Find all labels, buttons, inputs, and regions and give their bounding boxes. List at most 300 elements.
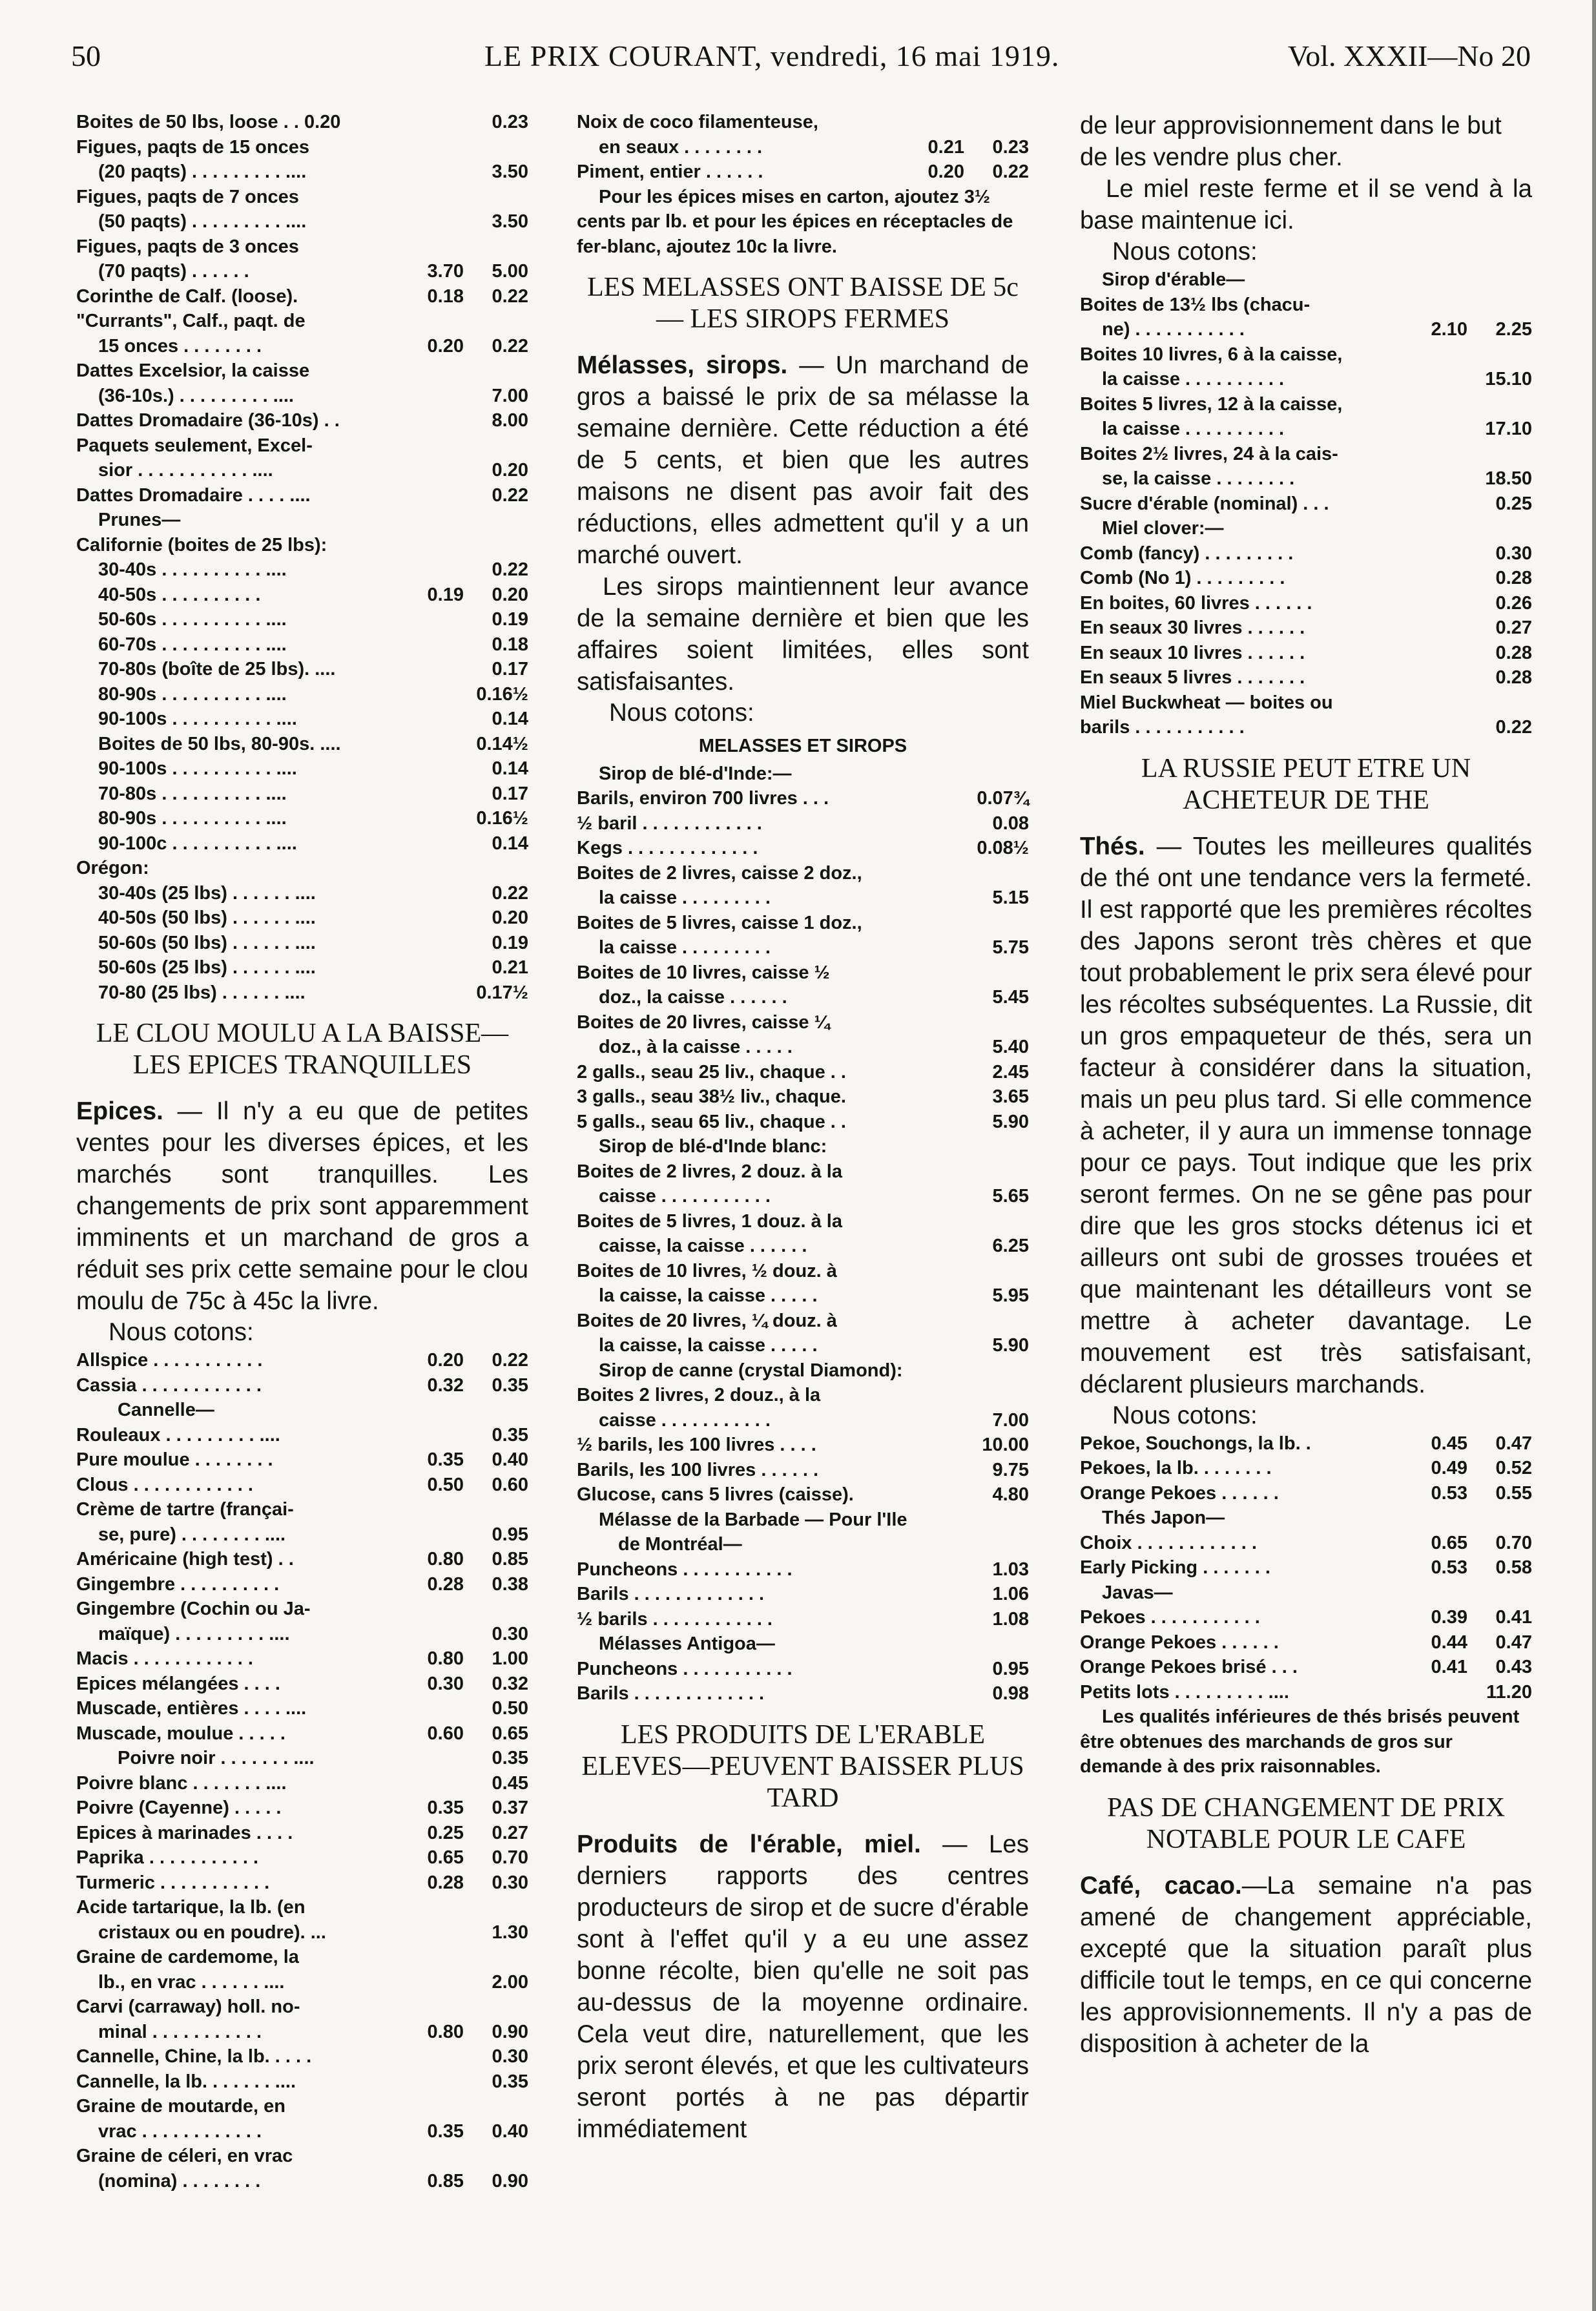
article-text: — Un marchand de gros a baissé le prix de sa mélasse la semaine dernière. Cette réduction a été de 5 cents, et bien que les autres maisons ne disent pas avoir fait des réductions, elles admettent qu'il y a un marché ouvert.	[577, 351, 1029, 569]
price-high: 15.10	[1485, 369, 1532, 389]
price-item-label: 90-100s . . . . . . . . . . ....	[98, 709, 297, 729]
price-row	[76, 1522, 528, 1548]
price-item-label: barils . . . . . . . . . . .	[1080, 717, 1245, 738]
price-high: 0.22	[492, 335, 528, 357]
price-item-label: Cannelle—	[118, 1400, 214, 1420]
price-row	[1080, 665, 1532, 690]
heading-melasses: LES MELASSES ONT BAISSE DE 5c — LES SIROPS FERMES	[587, 273, 1019, 334]
price-high: 0.70	[492, 1847, 528, 1868]
price-high: 5.65	[992, 1186, 1029, 1207]
price-row	[76, 1497, 528, 1522]
price-row	[76, 358, 528, 384]
price-row	[577, 1433, 1029, 1458]
price-high: 2.25	[1495, 319, 1532, 340]
price-list-coco	[577, 110, 1029, 185]
price-high: 0.70	[1495, 1532, 1532, 1553]
page-number: 50	[71, 39, 101, 72]
price-row	[76, 483, 528, 508]
price-row	[76, 1771, 528, 1796]
price-row	[76, 309, 528, 334]
price-item-label: vrac . . . . . . . . . . . .	[98, 2120, 262, 2142]
price-row	[577, 1358, 1029, 1383]
article-lead: Produits de l'érable, miel.	[577, 1830, 921, 1858]
price-low: 0.65	[427, 1847, 464, 1868]
price-high: 18.50	[1485, 468, 1532, 489]
price-row	[577, 836, 1029, 861]
article-lead: Café, cacao.	[1080, 1871, 1242, 1900]
price-row	[1080, 715, 1532, 740]
price-item-label: Orégon:	[76, 858, 149, 878]
price-list-thes	[1080, 1431, 1532, 1705]
price-row	[577, 1010, 1029, 1035]
price-low: 0.32	[427, 1374, 464, 1396]
price-item-label: Epices à marinades . . . .	[76, 1822, 293, 1843]
price-item-label: ½ barils . . . . . . . . . . . .	[577, 1608, 772, 1630]
price-item-label: caisse . . . . . . . . . . .	[599, 1409, 771, 1431]
price-row	[1080, 367, 1532, 392]
price-item-label: Early Picking . . . . . . .	[1080, 1557, 1270, 1578]
price-high: 5.95	[992, 1285, 1029, 1306]
price-list-fruits	[76, 110, 528, 1005]
price-item-label: Muscade, entières . . . . ....	[76, 1698, 307, 1719]
price-low: 0.25	[427, 1822, 464, 1843]
note-thes-brises: Les qualités inférieures de thés brisés peuvent être obtenues des marchands de gros sur demande à des prix raisonnables.	[1080, 1706, 1520, 1777]
price-item-label: Orange Pekoes . . . . . .	[1080, 1482, 1279, 1504]
price-row	[1080, 616, 1532, 641]
price-high: 17.10	[1485, 419, 1532, 439]
price-item-label: Boites de 10 livres, ½ douz. à	[577, 1260, 837, 1281]
price-item-label: 3 galls., seau 38½ liv., chaque.	[577, 1086, 846, 1107]
price-high: 8.00	[492, 410, 528, 431]
price-item-label: Boites 2 livres, 2 douz., à la	[577, 1385, 821, 1405]
price-item-label: caisse, la caisse . . . . . .	[599, 1236, 807, 1256]
price-row	[1080, 1630, 1532, 1655]
price-item-label: 30-40s . . . . . . . . . . ....	[98, 559, 287, 580]
price-high: 0.38	[492, 1573, 528, 1595]
price-low: 0.45	[1431, 1433, 1467, 1454]
price-row	[76, 209, 528, 234]
price-low: 3.70	[427, 261, 464, 282]
price-row	[76, 806, 528, 831]
price-row	[577, 960, 1029, 986]
price-row	[76, 2094, 528, 2119]
price-item-label: Mélasses Antigoa—	[599, 1633, 775, 1654]
price-list-epices	[76, 1348, 528, 2193]
price-row	[76, 1373, 528, 1398]
price-row	[577, 1607, 1029, 1632]
price-item-label: Javas—	[1102, 1582, 1173, 1603]
price-item-label: ne) . . . . . . . . . . .	[1102, 319, 1245, 340]
price-row	[76, 433, 528, 459]
price-row	[1080, 1456, 1532, 1481]
price-high: 0.47	[1495, 1433, 1532, 1454]
price-row	[577, 1309, 1029, 1334]
price-item-label: Corinthe de Calf. (loose).	[76, 285, 298, 307]
price-row	[76, 906, 528, 931]
price-high: 0.55	[1495, 1482, 1532, 1504]
price-high: 0.30	[492, 1872, 528, 1893]
price-item-label: Macis . . . . . . . . . . . .	[76, 1648, 253, 1669]
price-item-label: Puncheons . . . . . . . . . . .	[577, 1658, 793, 1679]
price-item-label: Paquets seulement, Excel-	[76, 435, 313, 456]
price-item-label: doz., à la caisse . . . . .	[599, 1037, 793, 1057]
price-item-label: caisse . . . . . . . . . . .	[599, 1186, 771, 1207]
price-item-label: Cassia . . . . . . . . . . . .	[76, 1374, 262, 1396]
price-item-label: Sirop d'érable—	[1102, 269, 1245, 290]
column-1	[76, 110, 528, 2193]
price-row	[1080, 1481, 1532, 1506]
price-item-label: ½ baril . . . . . . . . . . . .	[577, 813, 762, 834]
price-item-label: Choix . . . . . . . . . . . .	[1080, 1532, 1257, 1553]
heading-russie: LA RUSSIE PEUT ETRE UN ACHETEUR DE THE	[1141, 753, 1471, 815]
price-item-label: la caisse . . . . . . . . .	[599, 937, 771, 958]
column-2	[577, 110, 1029, 2145]
price-row	[577, 1508, 1029, 1533]
price-item-label: Puncheons . . . . . . . . . . .	[577, 1559, 793, 1580]
price-high: 0.43	[1495, 1657, 1532, 1677]
price-low: 0.21	[928, 136, 964, 158]
price-item-label: Graine de moutarde, en	[76, 2096, 285, 2117]
price-item-label: la caisse . . . . . . . . . .	[1102, 419, 1285, 439]
price-high: 0.25	[1495, 493, 1532, 514]
price-item-label: Crème de tartre (françai-	[76, 1499, 294, 1520]
price-row	[577, 935, 1029, 960]
price-row	[577, 1657, 1029, 1682]
price-item-label: se, la caisse . . . . . . . .	[1102, 468, 1295, 489]
price-item-label: Boites de 20 livres, caisse ¼	[577, 1011, 830, 1033]
price-item-label: 60-70s . . . . . . . . . . ....	[98, 634, 287, 655]
price-row	[1080, 566, 1532, 591]
price-item-label: 90-100c . . . . . . . . . . ....	[98, 833, 297, 854]
price-low: 0.49	[1431, 1458, 1467, 1478]
price-item-label: Graine de céleri, en vrac	[76, 2146, 293, 2166]
price-item-label: Boites 10 livres, 6 à la caisse,	[1080, 344, 1343, 365]
price-high: 0.35	[492, 1374, 528, 1396]
price-item-label: Gingembre . . . . . . . . . .	[76, 1573, 280, 1595]
price-high: 0.20	[492, 584, 528, 605]
price-row	[76, 135, 528, 160]
price-row	[1080, 1531, 1532, 1556]
price-row	[1080, 466, 1532, 492]
price-item-label: Boites de 20 livres, ¼ douz. à	[577, 1310, 837, 1331]
price-item-label: Barils . . . . . . . . . . . . .	[577, 1584, 765, 1604]
price-item-label: En seaux 5 livres . . . . . . .	[1080, 667, 1305, 688]
price-high: 0.17	[492, 783, 528, 804]
price-item-label: Carvi (carraway) holl. no-	[76, 1996, 300, 2017]
price-high: 0.23	[492, 112, 528, 132]
price-high: 0.17	[492, 659, 528, 679]
price-item-label: 15 onces . . . . . . . .	[98, 335, 262, 357]
nous-cotons-label: Nous cotons:	[1112, 238, 1258, 265]
price-high: 0.28	[1495, 667, 1532, 688]
price-high: 0.08	[992, 813, 1029, 834]
price-row	[76, 756, 528, 782]
price-low: 0.19	[427, 584, 464, 605]
price-row	[76, 1572, 528, 1597]
price-high: 0.58	[1495, 1557, 1532, 1578]
price-row	[76, 955, 528, 980]
price-high: 0.18	[492, 634, 528, 655]
price-low: 0.53	[1431, 1482, 1467, 1504]
price-item-label: 50-60s (25 lbs) . . . . . . ....	[98, 957, 316, 978]
price-high: 0.45	[492, 1772, 528, 1794]
price-row	[76, 408, 528, 433]
article-text: — Il n'y a eu que de petites ventes pour les diverses épices, et les marchés sont tranquilles. Les changements de prix sont apparemment imminents et un marchand de gros a réduit ses prix cette semaine pour le clou moulu de 75c à 45c la livre.	[76, 1097, 528, 1315]
price-row	[76, 533, 528, 558]
price-low: 0.20	[427, 1350, 464, 1371]
price-row	[76, 458, 528, 483]
column-3	[1080, 110, 1532, 2060]
price-row	[76, 508, 528, 533]
price-item-label: Muscade, moulue . . . . .	[76, 1723, 285, 1744]
price-high: 5.00	[492, 261, 528, 282]
price-item-label: En seaux 30 livres . . . . . .	[1080, 617, 1305, 638]
price-high: 0.40	[492, 2120, 528, 2142]
price-row	[76, 1547, 528, 1572]
price-row	[76, 931, 528, 956]
price-item-label: Figues, paqts de 15 onces	[76, 136, 309, 158]
heading-cafe: PAS DE CHANGEMENT DE PRIX NOTABLE POUR LE CAFE	[1106, 1792, 1506, 1854]
price-high: 0.85	[492, 1549, 528, 1570]
price-row	[76, 607, 528, 632]
price-item-label: Comb (No 1) . . . . . . . . .	[1080, 568, 1285, 588]
price-row	[577, 1060, 1029, 1085]
price-row	[1080, 317, 1532, 342]
price-row	[76, 1398, 528, 1423]
price-item-label: (nomina) . . . . . . . .	[98, 2170, 261, 2192]
price-high: 7.00	[992, 1409, 1029, 1431]
price-row	[76, 1721, 528, 1746]
price-item-label: Paprika . . . . . . . . . . .	[76, 1847, 259, 1868]
price-item-label: Californie (boites de 25 lbs):	[76, 534, 327, 555]
price-item-label: la caisse, la caisse . . . . .	[599, 1335, 818, 1356]
price-item-label: Poivre (Cayenne) . . . . .	[76, 1798, 282, 1818]
price-row	[76, 110, 528, 135]
price-row	[76, 583, 528, 608]
price-row	[577, 861, 1029, 886]
price-item-label: 70-80 (25 lbs) . . . . . . ....	[98, 982, 306, 1003]
article-text: — Les derniers rapports des centres producteurs de sirop et de sucre d'érable sont à l'effet qu'il y a eu une assez bonne récolte, bien qu'elle ne soit pas au-dessus de la moyenne ordinaire. Cela veut dire, naturellement, que les prix seront élevés, et que les cultivateurs seront portés à ne pas départir immédiatement	[577, 1830, 1029, 2143]
price-item-label: Cannelle, Chine, la lb. . . . .	[76, 2046, 312, 2067]
price-item-label: Orange Pekoes brisé . . .	[1080, 1657, 1298, 1677]
price-low: 0.85	[427, 2170, 464, 2192]
article-text: — Toutes les meilleures qualités de thé ont une tendance vers la fermeté. Il est rapporté que les premières récoltes des Japons seront très chères et que tout probablement le prix sera élevé pour les récoltes subséquentes. La Russie, dit un gros empaqueteur de thés, sera un facteur à considérer dans la situation, mais un peu plus tard. Si elle commence à acheter, il y aura un immense tonnage pour ce pays. Tout indique que les prix seront fermes. On ne se gêne pas pour dire que les gros stocks détenus ici et ailleurs ont subi de grosses trouées et que maintenant les détailleurs vont se mettre à acheter davantage. Le mouvement est très satisfaisant, déclarent plusieurs marchands.	[1080, 832, 1532, 1398]
price-low: 0.35	[427, 2120, 464, 2142]
price-item-label: 70-80s (boîte de 25 lbs). ....	[98, 659, 336, 679]
nous-cotons-label: Nous cotons:	[1112, 1401, 1258, 1429]
price-high: 0.35	[492, 1748, 528, 1768]
price-high: 0.95	[492, 1524, 528, 1545]
price-row	[577, 1383, 1029, 1408]
price-item-label: Prunes—	[98, 510, 181, 530]
nous-cotons-label: Nous cotons:	[109, 1318, 254, 1346]
price-item-label: Petits lots . . . . . . . . . ....	[1080, 1681, 1289, 1703]
article-epices	[76, 1095, 528, 1317]
price-item-label: 5 galls., seau 65 liv., chaque . .	[577, 1111, 846, 1132]
price-item-label: cristaux ou en poudre). ...	[98, 1922, 326, 1943]
price-item-label: Boites de 2 livres, caisse 2 doz.,	[577, 862, 862, 884]
price-high: 0.27	[1495, 617, 1532, 638]
price-row	[76, 707, 528, 732]
price-row	[1080, 267, 1532, 293]
price-row	[76, 160, 528, 185]
article-erable-cont: de leur approvisionnement dans le but de les vendre plus cher.	[1080, 112, 1502, 171]
price-high: 0.21	[492, 957, 528, 978]
price-high: 0.16½	[476, 808, 528, 829]
price-item-label: En seaux 10 livres . . . . . .	[1080, 642, 1305, 663]
price-row	[76, 284, 528, 309]
price-item-label: Américaine (high test) . .	[76, 1549, 294, 1570]
price-item-label: "Currants", Calf., paqt. de	[76, 311, 306, 331]
price-row	[577, 786, 1029, 811]
price-item-label: Boites de 10 livres, caisse ½	[577, 962, 830, 983]
price-row	[76, 185, 528, 210]
price-high: 0.22	[1495, 717, 1532, 738]
price-high: 0.27	[492, 1822, 528, 1843]
price-high: 0.30	[1495, 543, 1532, 564]
price-list-erable	[1080, 267, 1532, 740]
price-item-label: en seaux . . . . . . . .	[599, 136, 763, 158]
price-high: 0.30	[492, 2046, 528, 2067]
price-row	[76, 1920, 528, 1945]
price-item-label: se, pure) . . . . . . . . ....	[98, 1524, 286, 1545]
price-low: 0.41	[1431, 1657, 1467, 1677]
price-item-label: 90-100s . . . . . . . . . . ....	[98, 758, 297, 779]
price-high: 0.23	[992, 136, 1029, 158]
price-high: 0.19	[492, 609, 528, 630]
price-item-label: 50-60s . . . . . . . . . . ....	[98, 609, 287, 630]
price-row	[76, 632, 528, 658]
price-item-label: Figues, paqts de 3 onces	[76, 236, 299, 257]
price-item-label: Glucose, cans 5 livres (caisse).	[577, 1484, 854, 1505]
price-row	[1080, 492, 1532, 517]
price-row	[577, 911, 1029, 936]
price-row	[76, 657, 528, 682]
price-item-label: Pure moulue . . . . . . . .	[76, 1449, 273, 1470]
price-high: 0.32	[492, 1673, 528, 1694]
price-item-label: 2 galls., seau 25 liv., chaque . .	[577, 1061, 846, 1083]
price-item-label: Boites 2½ livres, 24 à la cais-	[1080, 443, 1338, 464]
price-row	[1080, 1506, 1532, 1531]
article-text: —La semaine n'a pas amené de changement appréciable, excepté que la situation paraît plus difficile tout le temps, en ce qui concerne les approvisionnements. Il n'y a pas de disposition à acheter de la	[1080, 1871, 1532, 2058]
price-row	[577, 1557, 1029, 1582]
price-row	[1080, 541, 1532, 566]
price-low: 0.80	[427, 1648, 464, 1669]
price-row	[1080, 1655, 1532, 1680]
price-high: 9.75	[992, 1459, 1029, 1480]
subheading-melasses-sirops: MELASSES ET SIROPS	[698, 736, 907, 756]
price-item-label: Boites de 5 livres, 1 douz. à la	[577, 1210, 842, 1232]
price-row	[76, 2044, 528, 2069]
price-row	[76, 334, 528, 359]
price-high: 0.14	[492, 833, 528, 854]
price-row	[76, 1672, 528, 1697]
price-high: 0.41	[1495, 1607, 1532, 1628]
price-high: 0.14	[492, 709, 528, 729]
price-high: 0.26	[1495, 592, 1532, 614]
price-row	[577, 160, 1029, 185]
price-item-label: (20 paqts) . . . . . . . . . ....	[98, 161, 307, 182]
volume-number: Vol. XXXII—No 20	[1287, 39, 1531, 72]
price-low: 2.10	[1431, 319, 1467, 340]
price-item-label: Poivre noir . . . . . . . ....	[118, 1748, 315, 1768]
price-high: 1.30	[492, 1922, 528, 1943]
price-row	[76, 1821, 528, 1846]
price-low: 0.28	[427, 1872, 464, 1893]
price-row	[577, 1458, 1029, 1483]
price-row	[76, 1845, 528, 1871]
price-item-label: la caisse . . . . . . . . .	[599, 887, 771, 908]
price-item-label: Barils . . . . . . . . . . . . .	[577, 1683, 765, 1704]
price-high: 2.45	[992, 1061, 1029, 1083]
publication-title: LE PRIX COURANT, vendredi, 16 mai 1919.	[484, 39, 1060, 72]
price-high: 0.07¾	[977, 788, 1029, 809]
price-item-label: Boites de 13½ lbs (chacu-	[1080, 294, 1311, 315]
price-high: 0.28	[1495, 642, 1532, 663]
price-row	[1080, 293, 1532, 318]
price-item-label: Boites de 2 livres, 2 douz. à la	[577, 1161, 842, 1182]
price-low: 0.35	[427, 1798, 464, 1818]
price-item-label: Sirop de blé-d'Inde blanc:	[599, 1136, 827, 1157]
price-item-label: Sucre d'érable (nominal) . . .	[1080, 493, 1329, 514]
price-item-label: Dattes Dromadaire (36-10s) . .	[76, 410, 340, 431]
price-row	[577, 1084, 1029, 1110]
price-item-label: 50-60s (50 lbs) . . . . . . ....	[98, 932, 316, 953]
price-item-label: 70-80s . . . . . . . . . . ....	[98, 783, 287, 804]
price-item-label: Pekoes . . . . . . . . . . .	[1080, 1607, 1260, 1628]
price-high: 0.40	[492, 1449, 528, 1470]
price-high: 0.47	[1495, 1632, 1532, 1653]
price-row	[76, 557, 528, 583]
price-low: 0.20	[928, 161, 964, 182]
price-row	[76, 1423, 528, 1448]
price-item-label: 80-90s . . . . . . . . . . ....	[98, 683, 287, 705]
price-row	[76, 2020, 528, 2045]
price-row	[1080, 417, 1532, 442]
price-low: 0.65	[1431, 1532, 1467, 1553]
price-item-label: Comb (fancy) . . . . . . . . .	[1080, 543, 1294, 564]
price-item-label: Dattes Excelsior, la caisse	[76, 360, 310, 381]
price-high: 1.00	[492, 1648, 528, 1669]
price-high: 0.90	[492, 2170, 528, 2192]
price-item-label: Dattes Dromadaire . . . . ....	[76, 484, 311, 506]
price-low: 0.20	[427, 335, 464, 357]
price-row	[577, 110, 1029, 135]
price-row	[76, 1447, 528, 1473]
price-high: 0.14½	[476, 733, 528, 754]
price-row	[577, 1035, 1029, 1060]
price-item-label: Sirop de blé-d'Inde:—	[599, 763, 792, 784]
price-row	[577, 135, 1029, 160]
price-row	[76, 1597, 528, 1622]
price-high: 0.98	[992, 1683, 1029, 1704]
price-high: 5.15	[992, 887, 1029, 908]
price-item-label: 40-50s (50 lbs) . . . . . . ....	[98, 907, 316, 928]
price-item-label: Pekoe, Souchongs, la lb. .	[1080, 1433, 1311, 1454]
article-lead: Epices.	[76, 1097, 163, 1125]
price-row	[1080, 1431, 1532, 1456]
article-lead: Thés.	[1080, 832, 1145, 860]
price-row	[1080, 641, 1532, 666]
price-high: 5.40	[992, 1037, 1029, 1057]
price-item-label: la caisse, la caisse . . . . .	[599, 1285, 818, 1306]
price-row	[1080, 342, 1532, 368]
price-low: 0.30	[427, 1673, 464, 1694]
price-row	[76, 1696, 528, 1721]
price-low: 0.50	[427, 1474, 464, 1495]
price-row	[76, 1970, 528, 1995]
price-item-label: Sirop de canne (crystal Diamond):	[599, 1360, 903, 1381]
